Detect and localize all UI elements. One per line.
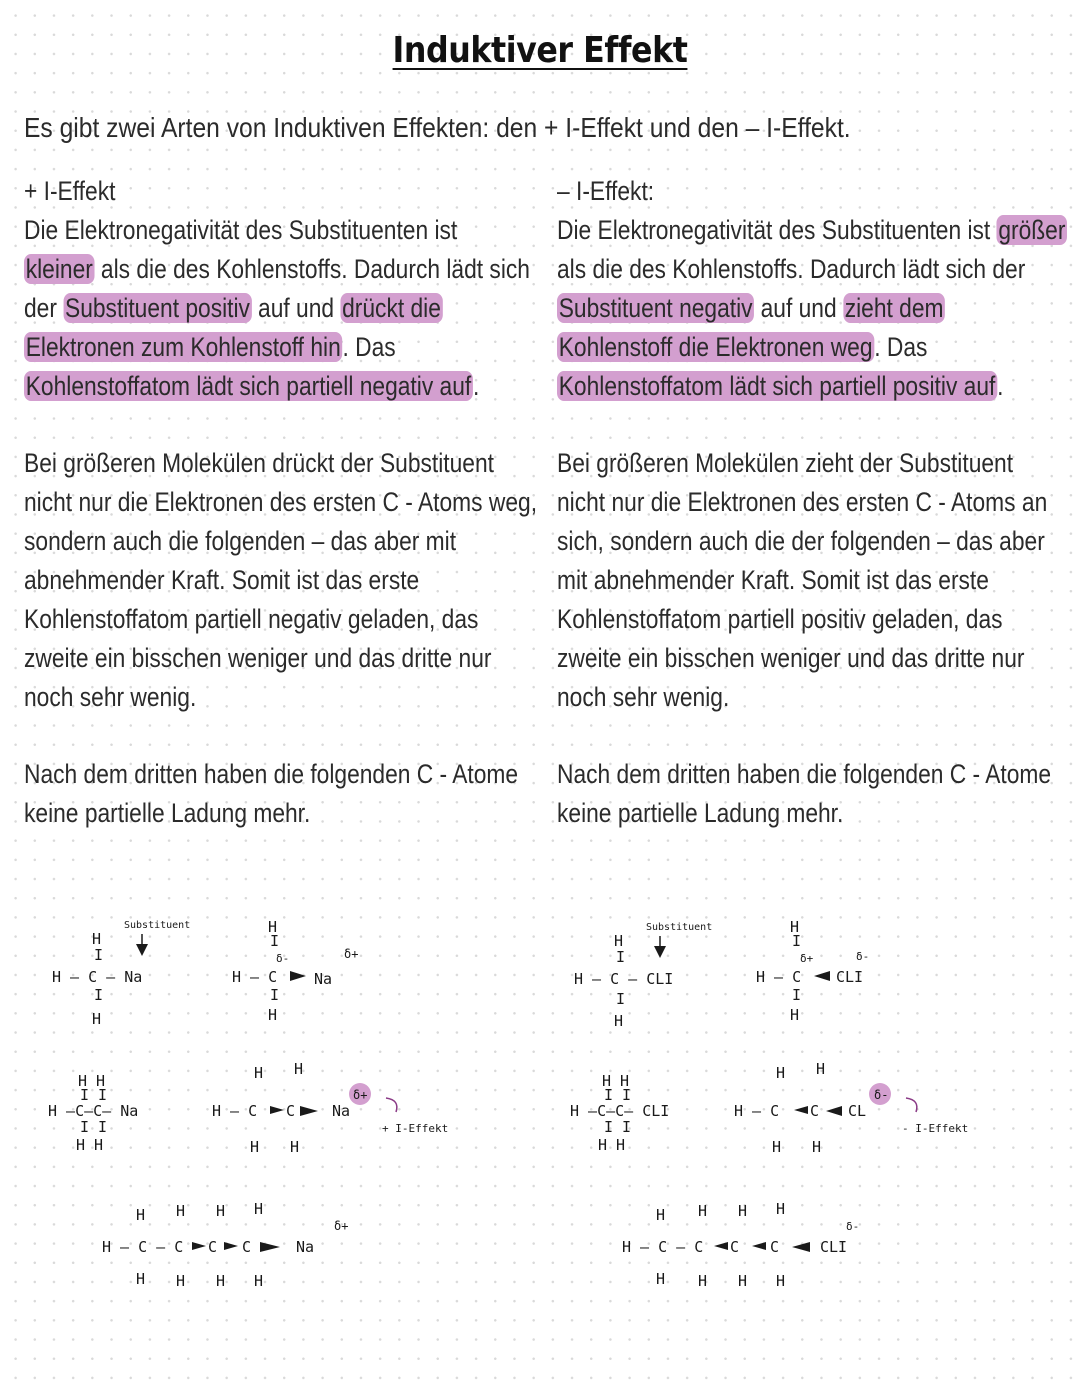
svg-text:H: H [254,1272,264,1290]
svg-text:H: H [216,1202,226,1220]
minus-i-effect-label: - I-Effekt [902,1122,969,1135]
svg-text:H: H [254,1200,264,1218]
svg-text:H: H [614,932,624,950]
svg-text:C: C [286,1102,296,1120]
right-molecule-3 [570,1072,669,1154]
svg-text:I: I [270,986,280,1004]
svg-text:I I: I I [80,1086,108,1104]
svg-text:H: H [268,1006,278,1024]
left-molecule-3 [48,1072,138,1154]
svg-text:H: H [268,918,278,936]
svg-text:δ+: δ+ [800,952,814,965]
svg-text:H: H [136,1270,146,1288]
svg-text:H – C: H – C [734,1102,780,1120]
text-line: keine partielle Ladung mehr. [557,798,844,828]
left-molecule-4 [212,1060,448,1156]
text-line: noch sehr wenig. [557,682,730,712]
svg-text:δ+: δ+ [344,947,359,961]
page-title: Induktiver Effekt [392,30,688,71]
svg-text:I: I [94,946,104,964]
svg-text:C: C [730,1238,740,1256]
svg-text:H: H [216,1272,226,1290]
text-line: noch sehr wenig. [24,682,197,712]
svg-text:δ-: δ- [856,950,870,963]
svg-text:Na: Na [296,1238,315,1256]
svg-text:H – C: H – C [212,1102,258,1120]
text-line: sich, sondern auch die der folgenden – das aber [557,526,1045,556]
right-p1-line4: Kohlenstoff die Elektronen weg. Das [558,332,928,362]
left-p1-line1: Die Elektronegativität des Substituenten ist [24,215,458,245]
text-line: Kohlenstoffatom partiell positiv geladen, das [557,604,1003,634]
text-line: nicht nur die Elektronen des ersten C - Atoms an [557,487,1048,517]
svg-text:H – C – C: H – C – C [102,1238,184,1256]
right-column [557,172,1080,406]
svg-text:H: H [738,1202,748,1220]
right-molecule-2 [756,918,869,1024]
svg-text:H: H [176,1202,186,1220]
svg-text:H –C–C– Na: H –C–C– Na [48,1102,139,1120]
left-column [24,172,624,406]
left-molecule-2 [232,918,358,1024]
svg-text:I: I [792,932,802,950]
svg-text:I: I [792,986,802,1004]
right-paragraph-3 [557,755,1080,833]
plus-i-effect-label: + I-Effekt [382,1122,449,1135]
text-line: keine partielle Ladung mehr. [24,798,311,828]
svg-text:I: I [94,986,104,1004]
svg-text:H – C – C: H – C – C [622,1238,704,1256]
svg-text:δ+: δ+ [334,1219,349,1233]
svg-text:δ-: δ- [276,952,290,965]
right-p1-line3: Substituent negativ auf und zieht dem [558,293,944,323]
svg-text:H: H [656,1206,666,1224]
left-paragraph-3 [24,755,624,833]
left-molecule-5 [102,1200,348,1290]
right-paragraph-2 [557,444,1080,717]
left-p1-line4: Elektronen zum Kohlenstoff hin. Das [25,332,396,362]
svg-text:H: H [92,930,102,948]
svg-text:C: C [208,1238,218,1256]
svg-text:δ-: δ- [846,1220,860,1233]
svg-text:H H: H H [78,1072,106,1090]
svg-text:Na: Na [314,970,333,988]
svg-text:H: H [136,1206,146,1224]
intro-text: Es gibt zwei Arten von Induktiven Effekten: den + I-Effekt und den – I-Effekt. [24,112,851,143]
text-line: sondern auch die folgenden – das aber mit [24,526,457,556]
text-line: mit abnehmender Kraft. Somit ist das erste [557,565,989,595]
svg-text:CLI: CLI [820,1238,848,1256]
svg-text:δ+: δ+ [353,1088,368,1102]
svg-text:H H: H H [602,1072,630,1090]
svg-text:C: C [770,1238,780,1256]
svg-text:Na: Na [332,1102,351,1120]
right-p1-line2: als die des Kohlenstoffs. Dadurch lädt sich der [557,254,1026,284]
svg-text:I I: I I [604,1118,632,1136]
svg-text:H – C: H – C [756,968,802,986]
text-line: Kohlenstoffatom partiell negativ geladen, das [24,604,479,634]
right-molecule-4 [734,1060,968,1156]
svg-text:C: C [242,1238,252,1256]
svg-text:CLI: CLI [836,968,864,986]
svg-text:I: I [616,990,626,1008]
svg-text:H: H [294,1060,304,1078]
svg-text:H – C – CLI: H – C – CLI [574,970,674,988]
text-line: Bei größeren Molekülen drückt der Substituent [24,448,494,478]
svg-text:H: H [816,1060,826,1078]
svg-text:H –C–C– CLI: H –C–C– CLI [570,1102,670,1120]
svg-text:H: H [790,1006,800,1024]
substituent-label-right: Substituent [646,922,713,933]
svg-text:H: H [290,1138,300,1156]
svg-text:H: H [92,1010,102,1028]
left-p1-line2: kleiner als die des Kohlenstoffs. Dadurch lädt sich [25,254,530,284]
text-line: abnehmender Kraft. Somit ist das erste [24,565,420,595]
svg-text:I I: I I [80,1118,108,1136]
text-line: zweite ein bisschen weniger und das dritte nur [557,643,1025,673]
svg-text:H – C: H – C [232,968,278,986]
svg-text:H: H [776,1064,786,1082]
svg-text:H: H [698,1272,708,1290]
svg-text:H: H [776,1272,786,1290]
text-line: Nach dem dritten haben die folgenden C - Atome [24,759,519,789]
svg-text:δ-: δ- [874,1088,889,1102]
svg-text:CL: CL [848,1102,867,1120]
svg-text:H: H [772,1138,782,1156]
right-heading: – I-Effekt: [557,176,655,206]
svg-text:H: H [698,1202,708,1220]
right-molecule-5 [622,1200,859,1290]
text-line: nicht nur die Elektronen des ersten C - Atoms weg, [24,487,538,517]
svg-text:I: I [616,948,626,966]
left-p1-line3: der Substituent positiv auf und drückt die [24,293,441,323]
svg-text:I: I [270,932,280,950]
molecule-diagrams [0,900,1080,1320]
svg-text:C: C [810,1102,820,1120]
svg-text:H H: H H [76,1136,104,1154]
svg-text:I I: I I [604,1086,632,1104]
right-p1-line1: Die Elektronegativität des Substituenten ist größer [557,215,1066,245]
svg-text:H: H [738,1272,748,1290]
text-line: zweite ein bisschen weniger und das dritte nur [24,643,492,673]
svg-text:H: H [656,1270,666,1288]
text-line: Bei größeren Molekülen zieht der Substituent [557,448,1014,478]
left-p1-line5: Kohlenstoffatom lädt sich partiell negativ auf. [25,371,480,401]
svg-text:H: H [812,1138,822,1156]
molecule-diagram-svg [0,900,1080,1320]
svg-text:H: H [176,1272,186,1290]
svg-text:H: H [790,918,800,936]
right-molecule-1 [574,922,712,1030]
svg-text:H: H [776,1200,786,1218]
svg-text:H: H [614,1012,624,1030]
text-line: Nach dem dritten haben die folgenden C - Atome [557,759,1052,789]
svg-text:H – C – Na: H – C – Na [52,968,143,986]
left-heading: + I-Effekt [24,176,116,206]
left-molecule-1 [52,920,190,1028]
svg-text:H: H [254,1064,264,1082]
left-paragraph-2 [24,444,624,717]
substituent-label: Substituent [124,920,191,931]
svg-text:H H: H H [598,1136,626,1154]
right-p1-line5: Kohlenstoffatom lädt sich partiell positiv auf. [558,371,1004,401]
svg-text:H: H [250,1138,260,1156]
